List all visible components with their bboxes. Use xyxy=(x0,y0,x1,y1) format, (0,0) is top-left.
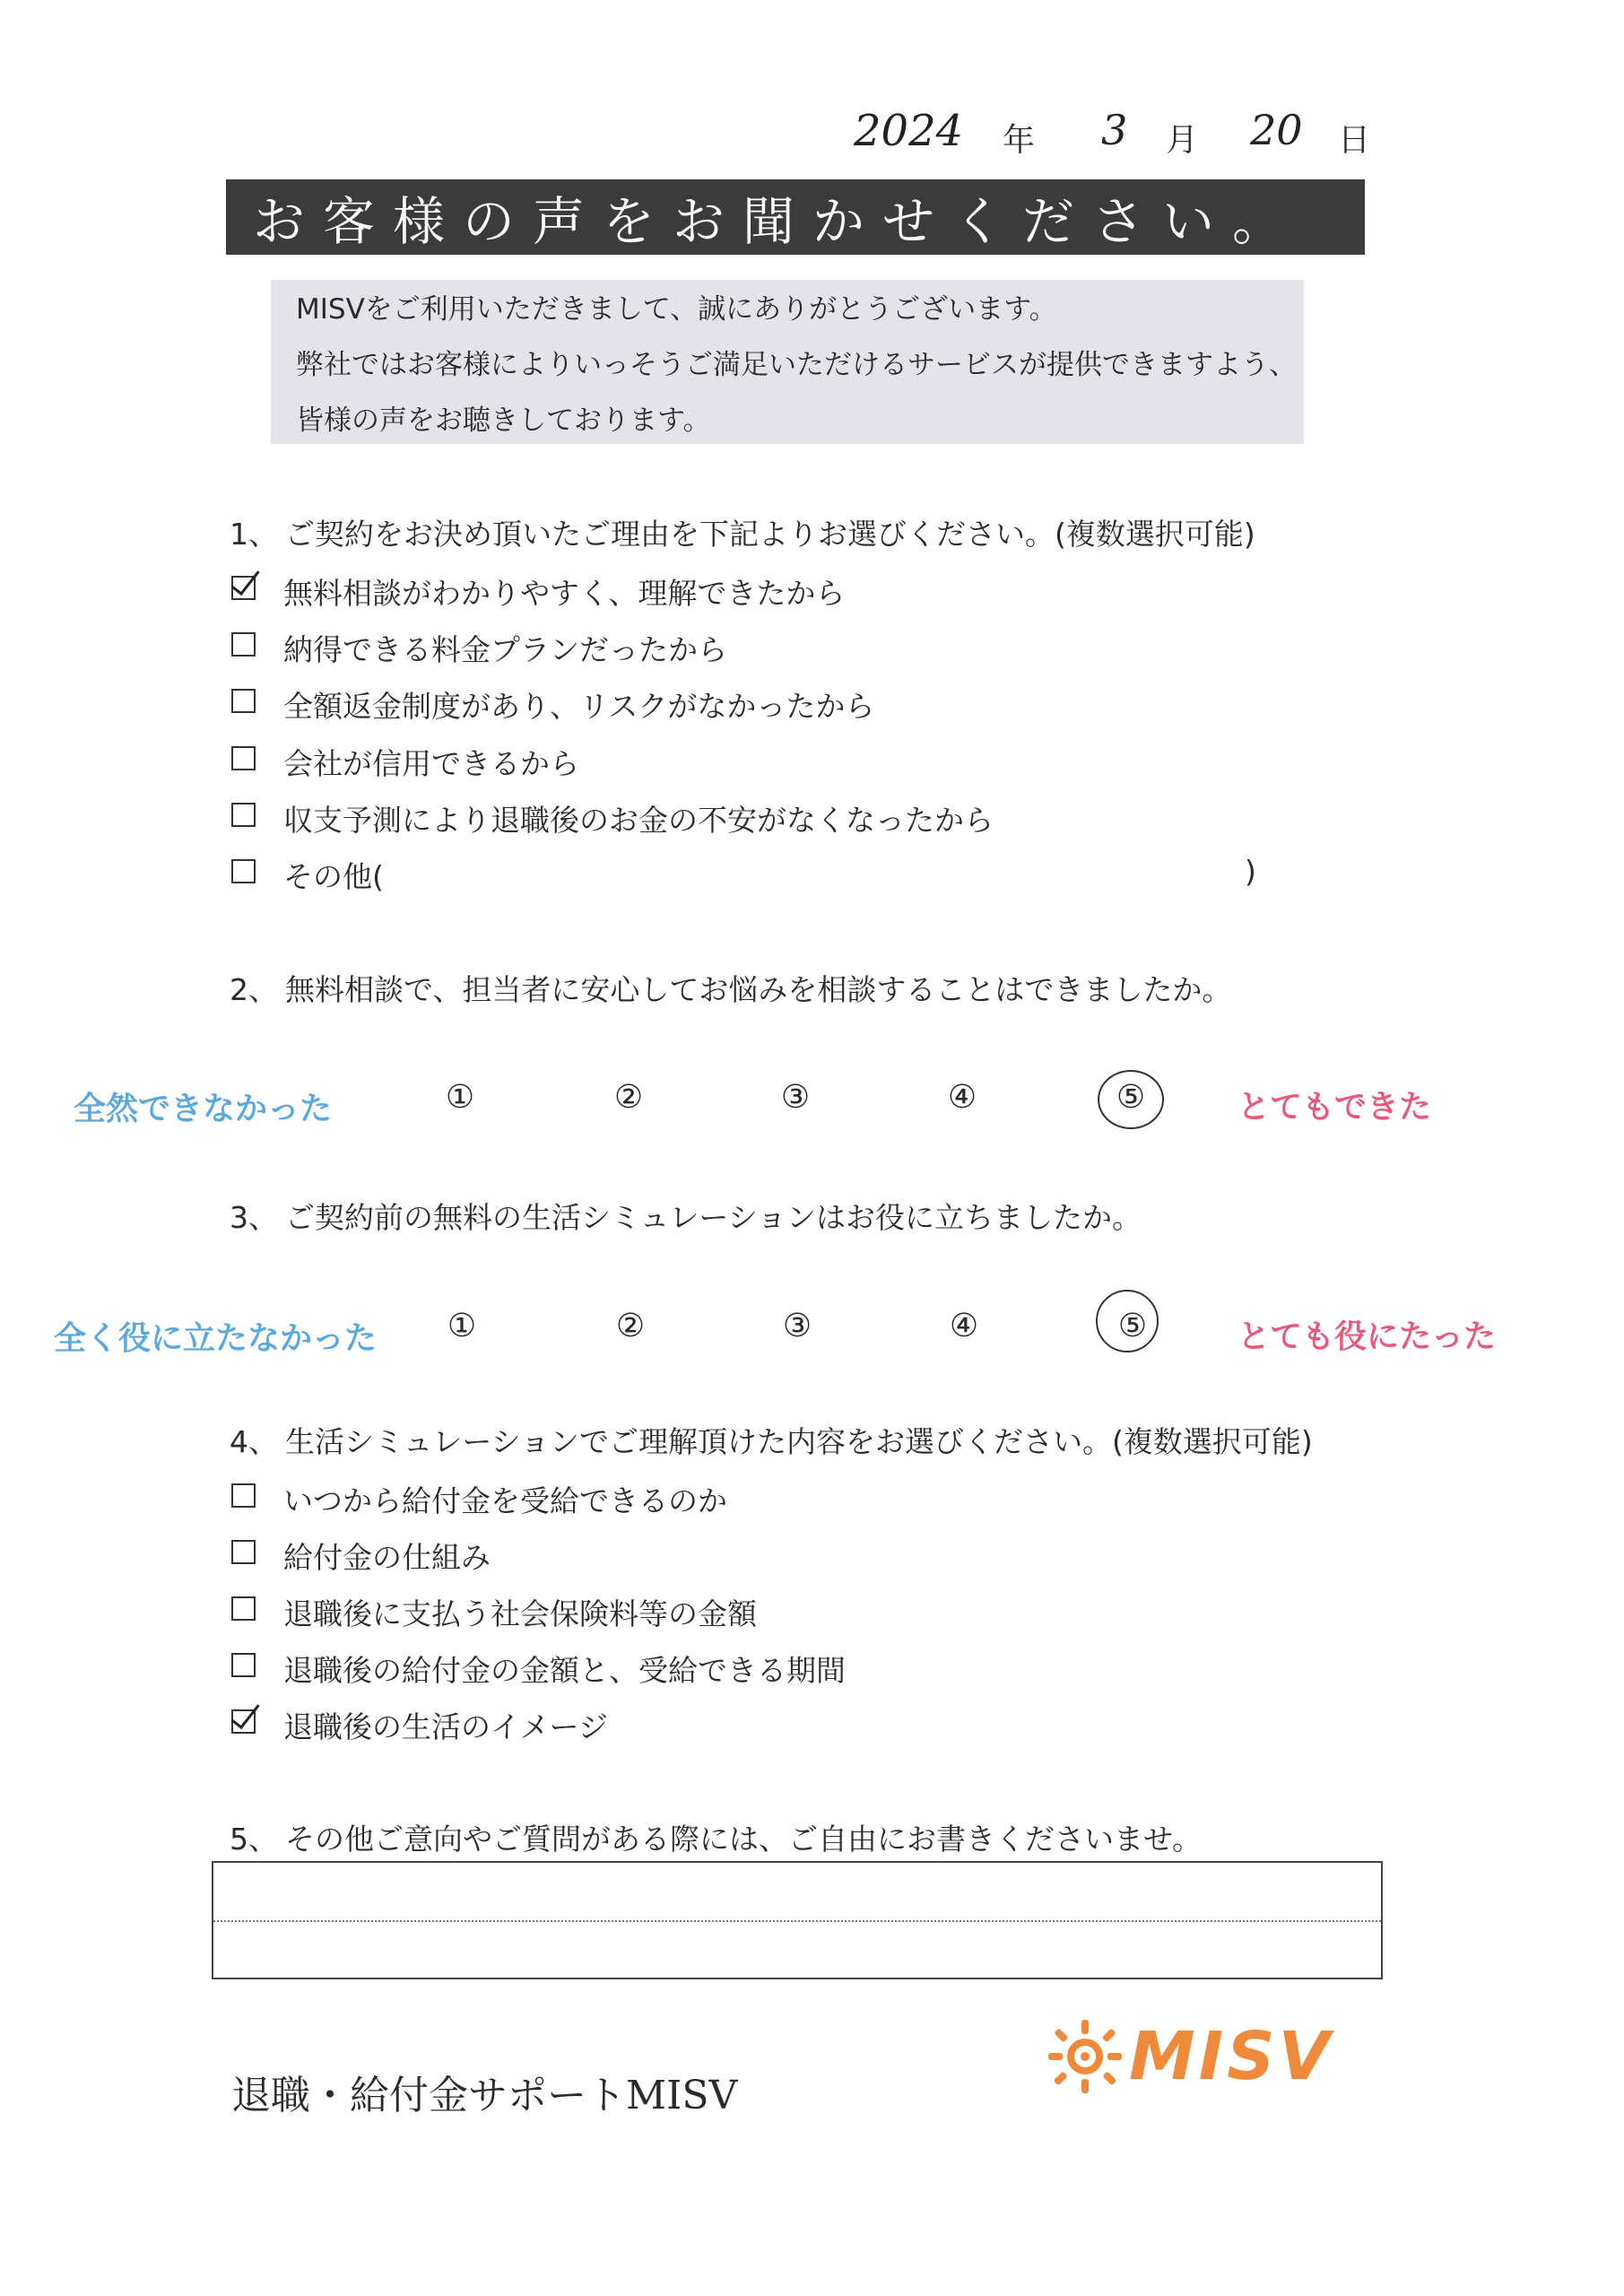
q1-option-2[interactable] xyxy=(231,627,1038,668)
date-year-unit: 年 xyxy=(1003,122,1036,159)
option-label: 納得できる料金プランだったから xyxy=(283,632,727,667)
question-text: 無料相談で、担当者に安心してお悩みを相談することはできましたか。 xyxy=(285,972,1232,1007)
q3-low-label: 全く役に立たなかった xyxy=(54,1320,378,1357)
checkbox-checked[interactable] xyxy=(231,576,256,600)
checkbox-checked[interactable] xyxy=(231,1709,256,1734)
option-label: 給付金の仕組み xyxy=(283,1540,491,1575)
checkbox[interactable] xyxy=(231,1483,256,1508)
q1-option-1[interactable] xyxy=(231,570,1038,612)
checkbox[interactable] xyxy=(231,1653,256,1677)
question-3 xyxy=(230,1195,1142,1237)
option-label: 退職後の生活のイメージ xyxy=(283,1709,609,1744)
option-label: 全額返金制度があり、リスクがなかったから xyxy=(283,689,875,724)
q2-rating-1[interactable]: ① xyxy=(445,1079,475,1116)
intro-line: 弊社ではお客様によりいっそうご満足いただけるサービスが提供できますよう、 xyxy=(296,349,1297,381)
checkbox[interactable] xyxy=(231,632,256,657)
page-title: お客様の声をお聞かせください。 xyxy=(226,179,1365,255)
q2-low-label: 全然できなかった xyxy=(74,1091,333,1127)
q2-selected-circle xyxy=(1098,1070,1164,1129)
question-text: 生活シミュレーションでご理解頂けた内容をお選びください。(複数選択可能) xyxy=(285,1424,1313,1459)
option-label: いつから給付金を受給できるのか xyxy=(283,1483,727,1518)
question-number: 3、 xyxy=(230,1200,278,1235)
option-label: その他( xyxy=(283,859,384,894)
checkbox[interactable] xyxy=(231,746,256,770)
option-label: 退職後の給付金の金額と、受給できる期間 xyxy=(283,1653,846,1688)
footer-company: 退職・給付金サポートMISV xyxy=(231,2073,738,2118)
question-1 xyxy=(230,511,1255,553)
question-4 xyxy=(230,1419,1313,1461)
date-day-value: 20 xyxy=(1250,106,1303,154)
option-label: 収支予測により退職後のお金の不安がなくなったから xyxy=(283,803,994,838)
question-5 xyxy=(230,1816,1202,1858)
checkbox[interactable] xyxy=(231,803,256,827)
option-label: 退職後に支払う社会保険料等の金額 xyxy=(283,1596,757,1631)
other-close-paren: ) xyxy=(1245,854,1256,889)
intro-line: MISVをご利用いただきまして、誠にありがとうございます。 xyxy=(296,293,1057,326)
q2-high-label: とてもできた xyxy=(1238,1089,1432,1126)
date-row xyxy=(843,106,1381,169)
date-month-unit: 月 xyxy=(1166,122,1199,159)
option-label: 会社が信用できるから xyxy=(283,746,579,781)
comment-divider xyxy=(213,1920,1381,1922)
q4-option-2[interactable] xyxy=(231,1535,1038,1576)
checkbox[interactable] xyxy=(231,689,256,713)
question-text: ご契約前の無料の生活シミュレーションはお役に立ちましたか。 xyxy=(285,1200,1142,1235)
q3-high-label: とても役にたった xyxy=(1238,1318,1497,1355)
q2-rating-2[interactable]: ② xyxy=(613,1079,644,1116)
q2-rating-3[interactable]: ③ xyxy=(780,1079,811,1116)
comment-textarea[interactable] xyxy=(212,1861,1383,1979)
q1-option-4[interactable] xyxy=(231,741,1038,782)
question-2 xyxy=(230,967,1231,1009)
question-text: その他ご意向やご質問がある際には、ご自由にお書きくださいませ。 xyxy=(285,1822,1203,1857)
logo-text: MISV xyxy=(1129,2018,1333,2095)
intro-box xyxy=(271,280,1304,444)
q3-rating-3[interactable]: ③ xyxy=(782,1308,812,1344)
question-number: 2、 xyxy=(230,972,278,1007)
checkbox[interactable] xyxy=(231,859,256,883)
q3-rating-2[interactable]: ② xyxy=(615,1308,646,1344)
q2-rating-4[interactable]: ④ xyxy=(947,1079,977,1116)
question-number: 1、 xyxy=(230,517,278,552)
q2-rating-5[interactable]: ⑤ xyxy=(1116,1079,1146,1116)
misv-logo xyxy=(1036,2007,1359,2106)
q1-option-3[interactable] xyxy=(231,683,1038,725)
checkbox[interactable] xyxy=(231,1540,256,1564)
question-number: 5、 xyxy=(230,1822,278,1857)
intro-line: 皆様の声をお聴きしております。 xyxy=(296,404,711,437)
date-day-unit: 日 xyxy=(1338,122,1371,159)
question-number: 4、 xyxy=(230,1424,278,1459)
q4-option-5[interactable] xyxy=(231,1704,1038,1745)
q4-option-4[interactable] xyxy=(231,1648,1038,1689)
q3-rating-4[interactable]: ④ xyxy=(949,1308,979,1344)
option-label: 無料相談がわかりやすく、理解できたから xyxy=(283,576,846,611)
date-year-value: 2024 xyxy=(854,106,964,156)
q1-option-5[interactable] xyxy=(231,797,1128,839)
question-text: ご契約をお決め頂いたご理由を下記よりお選びください。(複数選択可能) xyxy=(285,517,1255,552)
sun-icon xyxy=(1036,2007,1134,2106)
checkbox[interactable] xyxy=(231,1596,256,1621)
q4-option-3[interactable] xyxy=(231,1591,1038,1632)
date-month-value: 3 xyxy=(1101,106,1128,154)
q3-rating-5[interactable]: ⑤ xyxy=(1117,1308,1148,1344)
q4-option-1[interactable] xyxy=(231,1478,1038,1519)
q3-selected-circle xyxy=(1096,1290,1159,1352)
q3-rating-1[interactable]: ① xyxy=(447,1308,477,1344)
q1-option-other[interactable] xyxy=(231,854,1272,895)
